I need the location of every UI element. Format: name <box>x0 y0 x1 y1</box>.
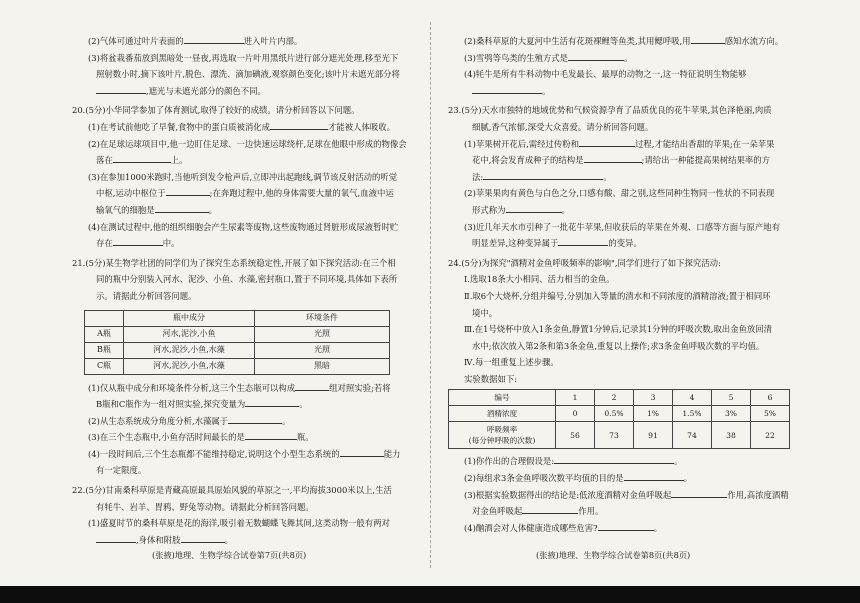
step-1: Ⅰ.选取18条大小相同、活力相当的金鱼。 <box>464 274 615 285</box>
text: 中枢,运动中枢位于 <box>96 188 166 199</box>
table-cell: 1 <box>556 390 595 406</box>
text: 。 <box>603 171 612 182</box>
table-cell: 河水,泥沙,小鱼,水藻 <box>124 358 255 374</box>
question-21-1-line1 <box>72 380 422 397</box>
table-row-concentration <box>449 406 790 422</box>
answer-blank[interactable] <box>270 120 328 130</box>
text: 落在 <box>96 155 113 166</box>
question-19-2 <box>72 33 422 50</box>
text: (1)你作出的合理假设是: <box>464 456 555 467</box>
question-19-3-line1: (3)将盆栽番茄放到黑暗处一昼夜,再选取一片叶用黑纸片进行部分遮光处理,移至光下 <box>88 52 399 63</box>
question-23-2-line1: (2)苹果果肉有黄色与白色之分,口感有酸、甜之别,这些同种生物同一性状的不同表现 <box>464 188 775 199</box>
table-cell: C瓶 <box>85 358 124 374</box>
text: 。 <box>208 204 217 215</box>
answer-blank[interactable] <box>245 397 299 407</box>
rate-label-line2: (每分钟呼吸的次数) <box>468 436 536 446</box>
table-cell: 5 <box>712 390 751 406</box>
step-2-line2: 境中。 <box>472 307 498 318</box>
table-cell: 3 <box>634 390 673 406</box>
text: 作用。 <box>578 506 604 517</box>
step-3-line1: Ⅲ.在1号烧杯中放入1条金鱼,静置1分钟后,记录其1分钟的呼吸次数,取出金鱼放回清 <box>464 324 773 335</box>
table-cell: 2 <box>595 390 634 406</box>
table-cell: 3% <box>712 406 751 422</box>
text: (1)苹果树开花后,需经过传粉和 <box>464 138 580 149</box>
table-header-cell: 环境条件 <box>255 310 390 326</box>
text: B瓶和C瓶作为一组对照实验,探究变量为 <box>96 399 246 410</box>
table-cell: 22 <box>751 422 790 449</box>
text: 才能被人体吸收。 <box>328 121 396 132</box>
table-cell: 73 <box>595 422 634 449</box>
answer-blank[interactable] <box>113 153 171 163</box>
question-24-stem: 24.(5分)为探究"酒精对金鱼呼吸频率的影响",同学们进行了如下探究活动: <box>448 257 721 268</box>
answer-blank[interactable] <box>506 203 562 213</box>
table-row-rate <box>449 422 790 449</box>
text: 进入叶片内部。 <box>243 36 303 46</box>
right-page <box>448 33 808 536</box>
table-cell: 黑暗 <box>255 358 390 374</box>
question-20-4-line1: (4)在测试过程中,他的组织细胞会产生尿素等废物,这些废物通过肾脏形成尿液暂时贮 <box>88 221 399 232</box>
answer-blank[interactable] <box>166 186 210 196</box>
text: 。 <box>561 204 570 215</box>
text: ,遮光与未遮光部分的颜色不同。 <box>146 85 266 96</box>
question-22-line1: 22.(5分)甘南桑科草原是青藏高原最具原始风貌的草原之一,平均海拔3000米以上,生活 <box>72 485 392 496</box>
answer-blank[interactable] <box>472 84 542 94</box>
table-cell: 56 <box>556 422 595 449</box>
question-24-4 <box>448 520 808 537</box>
question-21-1-line2 <box>72 396 422 413</box>
step-4: Ⅳ.每一组重复上述步骤。 <box>464 357 559 368</box>
text: (2)从生态系统成分角度分析,水藻属于 <box>88 415 229 426</box>
question-20-2-line2 <box>72 152 422 169</box>
text: ;在奔跑过程中,他的身体需要大量的氧气,血液中运 <box>209 188 394 199</box>
question-19-3-line3 <box>72 83 422 100</box>
answer-blank[interactable] <box>155 203 209 213</box>
question-20-1 <box>72 119 422 136</box>
question-24-3-line2 <box>448 503 808 520</box>
text: 法: <box>472 171 484 182</box>
text: 。 <box>224 534 233 545</box>
text: 对金鱼呼吸起 <box>472 506 523 517</box>
data-label: 实验数据如下: <box>464 373 518 384</box>
question-23-1-line3 <box>448 169 808 186</box>
question-24-1 <box>448 453 808 470</box>
answer-blank[interactable] <box>598 521 654 531</box>
question-21-4-line2: 有一定限度。 <box>96 465 147 476</box>
question-22-3 <box>448 50 808 67</box>
text: 明显差异,这种变异属于 <box>472 238 559 249</box>
answer-blank[interactable] <box>228 414 282 424</box>
question-23-3-line2 <box>448 235 808 252</box>
question-20-3-line3 <box>72 202 422 219</box>
question-23-1-line1 <box>448 136 808 153</box>
table-row <box>85 342 390 358</box>
answer-blank[interactable] <box>522 504 578 514</box>
text: (2)桑科草原的大夏河中生活有花斑裸鲤等鱼类,其用鳃呼吸,用 <box>464 36 691 46</box>
question-19-3-line2: 照射数小时,摘下该叶片,脱色、漂洗、滴加碘液,观察颜色变化;该叶片未遮光部分将 <box>96 69 400 80</box>
text: 的变异。 <box>608 238 642 249</box>
answer-blank[interactable] <box>245 430 297 440</box>
answer-blank[interactable] <box>579 137 635 147</box>
table-cell: 光照 <box>255 342 390 358</box>
text: 作用,高浓度酒精 <box>727 489 789 500</box>
question-22-1-line1: (1)盛夏时节的桑科草原是花的海洋,吸引着无数蝴蝶飞舞其间,这类动物一般有两对 <box>88 518 390 529</box>
answer-blank[interactable] <box>554 454 674 464</box>
text: 能力 <box>383 448 401 459</box>
text: ;请给出一种能提高果树结果率的方 <box>641 155 770 166</box>
text: (3)根据实验数据得出的结论是:低浓度酒精对金鱼呼吸起 <box>464 489 672 500</box>
page-divider <box>430 22 432 568</box>
question-20-4-line2 <box>72 235 422 252</box>
table-cell: A瓶 <box>85 326 124 342</box>
text: 瓶。 <box>296 432 314 443</box>
text: 。 <box>624 52 633 63</box>
question-21-line2: 同的瓶中分别装入河水、泥沙、小鱼、水藻,密封瓶口,置于不同环境,具体如下表所 <box>96 274 398 285</box>
text: 存在 <box>96 238 113 249</box>
page-footer-right: (张掖)地理、生物学综合试卷第8页(共8页) <box>536 550 691 560</box>
answer-blank[interactable] <box>181 533 225 543</box>
text: 。 <box>299 399 308 410</box>
answer-blank[interactable] <box>184 34 244 44</box>
answer-blank[interactable] <box>96 84 146 94</box>
text: 。 <box>282 415 291 426</box>
text: (3)在三个生态瓶中,小鱼存活时间最长的是 <box>88 432 245 443</box>
question-21-3 <box>72 429 422 446</box>
table-cell: 0 <box>556 406 595 422</box>
table-cell: 4 <box>673 390 712 406</box>
page-footer-left: (张掖)地理、生物学综合试卷第7页(共8页) <box>152 550 307 560</box>
rate-label-line1: 呼吸频率 <box>486 425 518 435</box>
table-cell: 0.5% <box>595 406 634 422</box>
question-23-line2: 细腻,香气浓郁,深受大众喜爱。请分析回答问题。 <box>472 121 654 132</box>
table-row <box>85 358 390 374</box>
table-cell: 6 <box>751 390 790 406</box>
table-cell: 74 <box>673 422 712 449</box>
question-23-3-line1: (3)近几年天水市引种了一批花牛苹果,但收获后的苹果在外观、口感等方面与原产地有 <box>464 221 781 232</box>
answer-blank[interactable] <box>558 236 608 246</box>
question-20-3-line2 <box>72 185 422 202</box>
question-20-3-line1: (3)在参加1000米跑时,当他听到发令枪声后,立即冲出起跑线,调节该反射活动的听觉 <box>88 171 398 182</box>
table-cell: 91 <box>634 422 673 449</box>
step-3-line2: 水中;依次放入第2条和第3条金鱼,重复以上操作;求3条金鱼呼吸次数的平均值。 <box>472 340 765 351</box>
left-page <box>72 33 422 548</box>
answer-blank[interactable] <box>568 51 624 61</box>
question-22-4-line1: (4)牦牛是所有牛科动物中毛发最长、最厚的动物之一,这一特征说明生物能够 <box>464 69 747 80</box>
question-24-3-line1 <box>448 487 808 504</box>
answer-blank[interactable] <box>624 471 684 481</box>
question-23-2-line2 <box>448 202 808 219</box>
text: 花中,将会发育成种子的结构是 <box>472 155 584 166</box>
text: (4)一段时间后,三个生态瓶都不能维持稳定,说明这个小型生态系统的 <box>88 448 340 459</box>
answer-blank[interactable] <box>584 153 642 163</box>
text: 中。 <box>162 238 180 249</box>
answer-blank[interactable] <box>295 381 329 391</box>
table-row <box>85 326 390 342</box>
text: (3)雪鸮等鸟类的生殖方式是 <box>464 52 568 63</box>
table-header-cell <box>85 310 124 326</box>
alcohol-data-table <box>448 389 790 449</box>
question-22-2 <box>448 33 808 50</box>
question-22-1-line2 <box>72 532 422 549</box>
table-row-number <box>449 390 790 406</box>
ecosystem-bottle-table <box>84 310 390 375</box>
text: 形式称为 <box>472 204 506 215</box>
text: (4)酗酒会对人体健康造成哪些危害? <box>464 522 598 533</box>
table-header-cell <box>449 422 556 449</box>
answer-blank[interactable] <box>483 170 603 180</box>
table-header-row <box>85 310 390 326</box>
table-cell: 1% <box>634 406 673 422</box>
table-cell: 河水,泥沙,小鱼 <box>124 326 255 342</box>
question-23-line1: 23.(5分)天水市独特的地域优势和气候资源孕育了品质优良的花牛苹果,其色泽艳丽,肉质 <box>448 105 772 116</box>
table-cell: 38 <box>712 422 751 449</box>
text: 。 <box>683 473 692 484</box>
text: (2)每组求3条金鱼呼吸次数平均值的目的是 <box>464 473 624 484</box>
scan-border <box>0 586 860 603</box>
question-22-4-line2 <box>448 83 808 100</box>
table-header-cell: 瓶中成分 <box>124 310 255 326</box>
table-cell: 光照 <box>255 326 390 342</box>
text: (1)仅从瓶中成分和环境条件分析,这三个生态瓶可以构成 <box>88 382 296 393</box>
answer-blank[interactable] <box>691 34 725 44</box>
text: ,身体和附肢 <box>136 534 181 545</box>
table-cell: B瓶 <box>85 342 124 358</box>
text: 上。 <box>170 155 188 166</box>
table-cell: 5% <box>751 406 790 422</box>
question-20-stem: 20.(5分)小华同学参加了体育测试,取得了较好的成绩。请分析回答以下问题。 <box>72 105 360 116</box>
text: 组对照实验;若将 <box>329 382 391 393</box>
question-21-line1: 21.(5分)某生物学社团的同学们为了探究生态系统稳定性,开展了如下探究活动:在三个相 <box>72 257 396 268</box>
text: (2)气体可通过叶片表面的 <box>88 36 184 46</box>
answer-blank[interactable] <box>671 488 727 498</box>
table-cell: 河水,泥沙,小鱼,水藻 <box>124 342 255 358</box>
text: 。 <box>542 85 551 96</box>
question-21-line3: 示。请据此分析回答问题。 <box>96 290 197 301</box>
text: 。 <box>674 456 683 467</box>
text: 过程,才能结出香甜的苹果;在一朵苹果 <box>635 138 775 149</box>
text: 输氧气的细胞是 <box>96 204 155 215</box>
question-20-2-line1: (2)在足球运球项目中,他一边盯住足球、一边快速运球绕杆,足球在他眼中形成的物像会 <box>88 138 407 149</box>
answer-blank[interactable] <box>340 447 384 457</box>
question-21-4-line1 <box>72 446 422 463</box>
text: (1)在考试前他吃了早餐,食物中的蛋白质被消化成 <box>88 121 271 132</box>
text: 感知水流方向。 <box>724 36 784 46</box>
question-23-1-line2 <box>448 152 808 169</box>
text: 。 <box>653 522 662 533</box>
question-21-2 <box>72 413 422 430</box>
step-2-line1: Ⅱ.取6个大烧杯,分组并编号,分别加入等量的清水和不同浓度的酒精溶液;置于相同环 <box>464 290 771 301</box>
table-header-cell: 编号 <box>449 390 556 406</box>
table-header-cell: 酒精浓度 <box>449 406 556 422</box>
answer-blank[interactable] <box>113 236 163 246</box>
table-cell: 1.5% <box>673 406 712 422</box>
question-22-line2: 有牦牛、岩羊、胃鸦、野兔等动物。请据此分析回答问题。 <box>96 501 314 512</box>
question-24-2 <box>448 470 808 487</box>
answer-blank[interactable] <box>96 533 136 543</box>
